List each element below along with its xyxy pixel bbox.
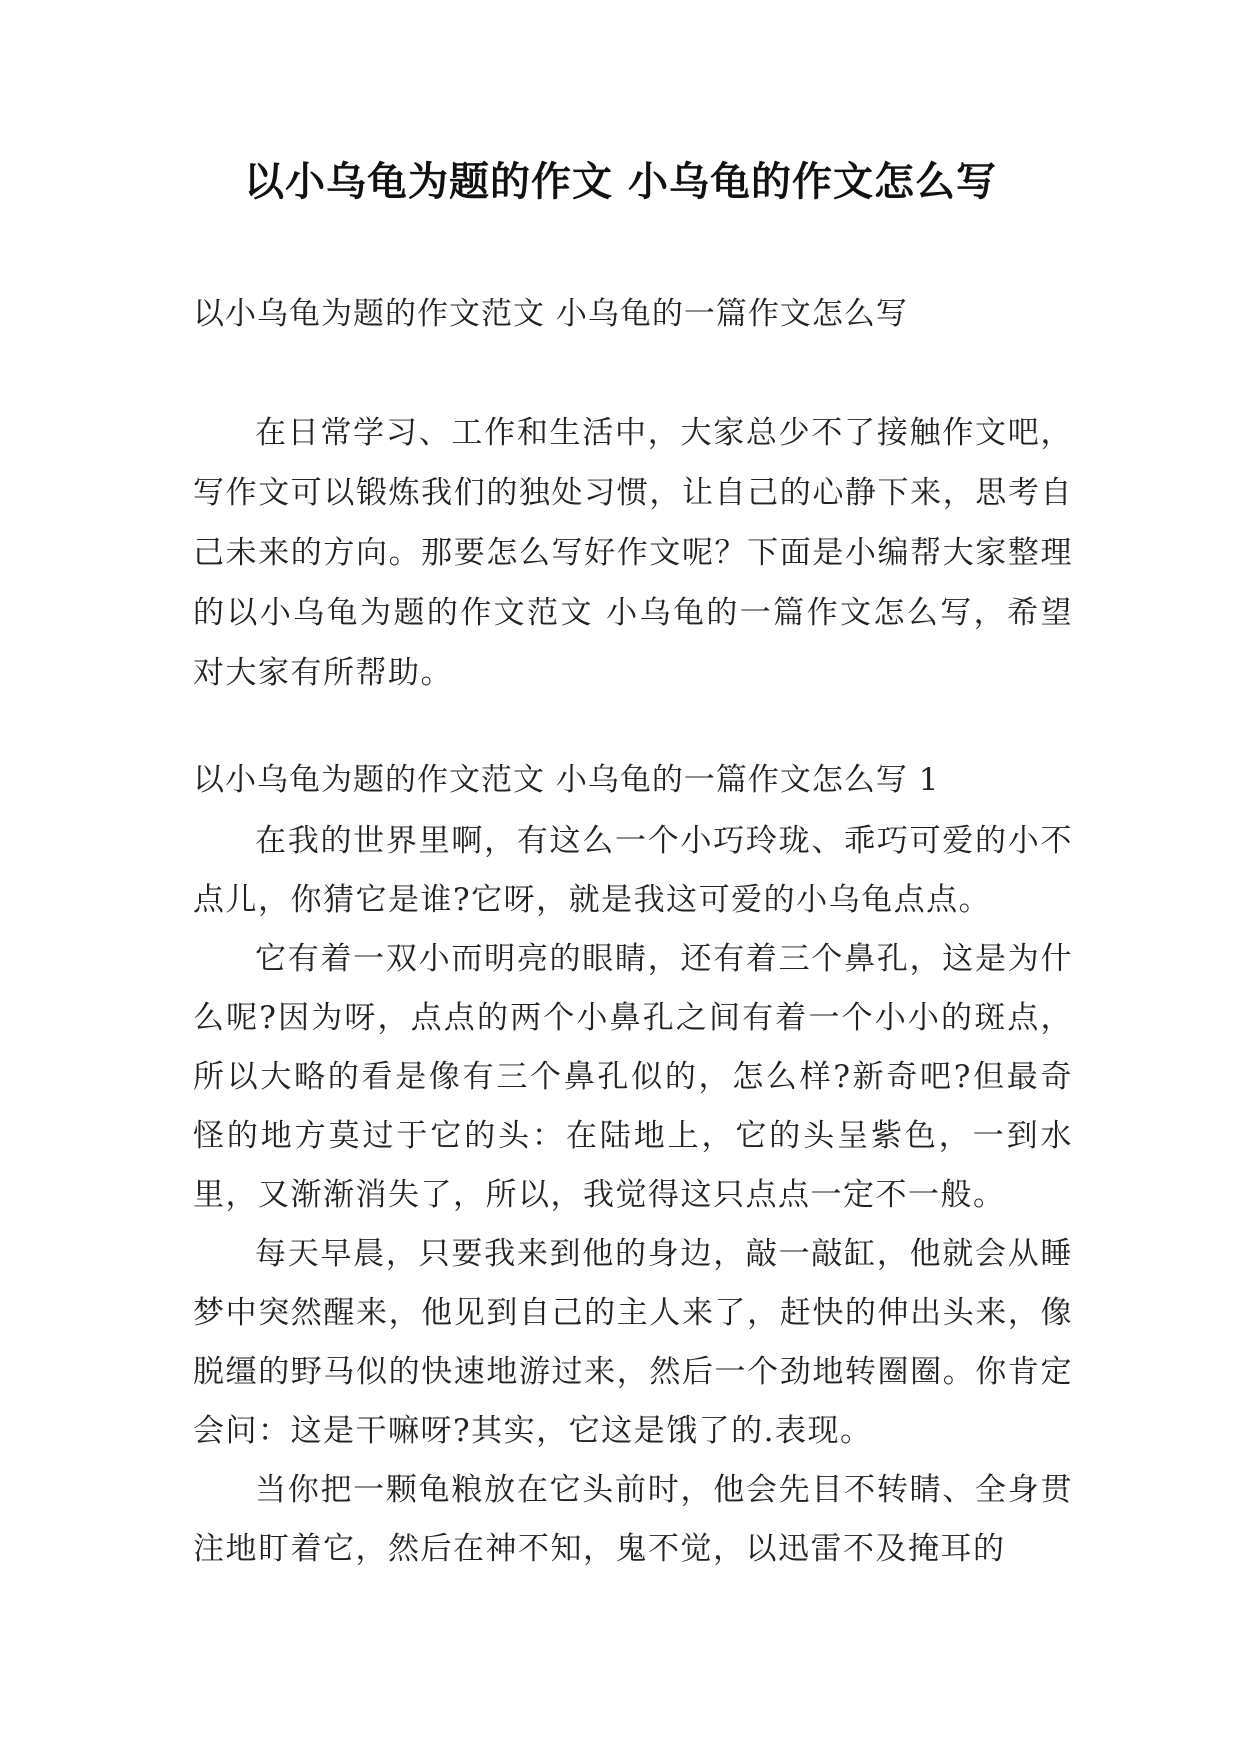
essay-paragraph: 它有着一双小而明亮的眼睛，还有着三个鼻孔，这是为什么呢?因为呀，点点的两个小鼻孔之间有着一个小小的斑点，所以大略的看是像有三个鼻孔似的，怎么样?新奇吧?但最奇怪的地方莫过于它的头：在陆地上，它的头呈紫色，一到水里，又渐渐消失了，所以，我觉得这只点点一定不一般。 <box>193 941 1073 1213</box>
essay-body <box>193 812 1073 1579</box>
essay-paragraph: 在我的世界里啊，有这么一个小巧玲珑、乖巧可爱的小不点儿，你猜它是谁?它呀，就是我这可爱的小乌龟点点。 <box>193 823 1073 918</box>
document-title: 以小乌龟为题的作文 小乌龟的作文怎么写 <box>244 159 997 205</box>
intro-paragraph: 在日常学习、工作和生活中，大家总少不了接触作文吧，写作文可以锻炼我们的独处习惯，让自己的心静下来，思考自己未来的方向。那要怎么写好作文呢？下面是小编帮大家整理的以小乌龟为题的作文范文 小乌龟的一篇作文怎么写，希望对大家有所帮助。 <box>193 415 1073 691</box>
essay-paragraph: 当你把一颗龟粮放在它头前时，他会先目不转睛、全身贯注地盯着它，然后在神不知，鬼不觉，以迅雷不及掩耳的 <box>193 1472 1073 1567</box>
essay-paragraph: 每天早晨，只要我来到他的身边，敲一敲缸，他就会从睡梦中突然醒来，他见到自己的主人来了，赶快的伸出头来，像脱缰的野马似的快速地游过来，然后一个劲地转圈圈。你肯定会问：这是干嘛呀?其实，它这是饿了的.表现。 <box>193 1236 1073 1449</box>
document-subtitle: 以小乌龟为题的作文范文 小乌龟的一篇作文怎么写 <box>193 296 908 332</box>
section-heading: 以小乌龟为题的作文范文 小乌龟的一篇作文怎么写 1 <box>193 762 940 798</box>
